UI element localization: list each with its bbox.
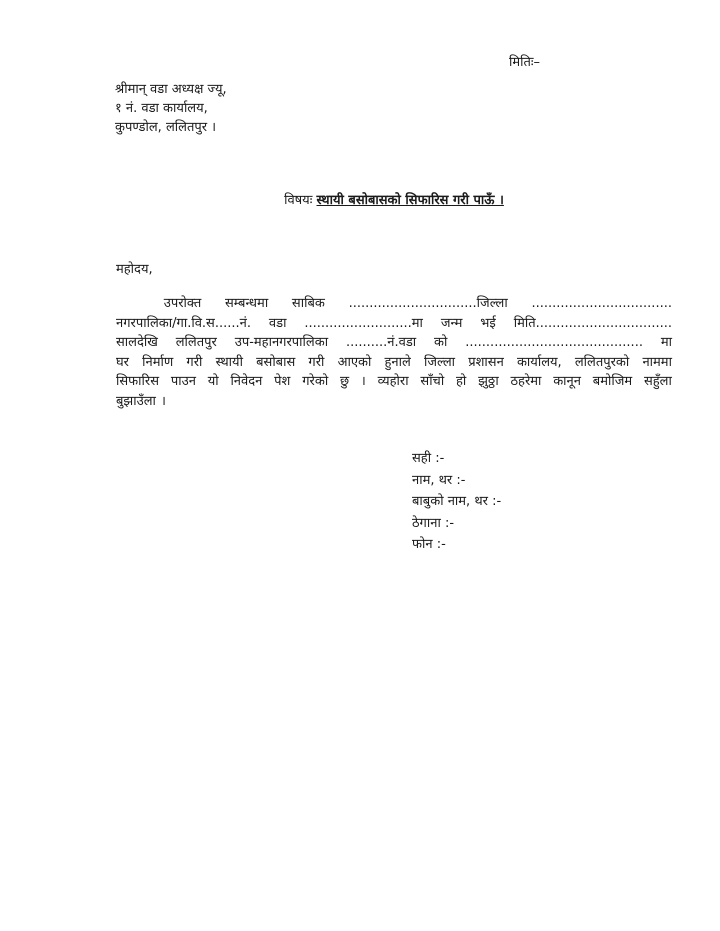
body-word: ..................................: [531, 296, 672, 311]
body-word: सम्बन्धमा: [225, 296, 269, 311]
signature-phone: फोन :-: [412, 537, 446, 552]
letter-body: [116, 294, 672, 411]
body-word: निर्माण: [142, 354, 174, 370]
signature-name: नाम, थर :-: [412, 472, 466, 488]
body-word: गरी: [186, 354, 203, 370]
subject-title: स्थायी बसोबासको सिफारिस गरी पाऊँ ।: [316, 193, 504, 208]
body-word: नगरपालिका/गा.वि.स......नं.: [116, 315, 251, 331]
body-word: जन्म: [440, 315, 463, 331]
body-word: सिफारिस: [116, 374, 160, 389]
body-word: मिति.................................: [513, 315, 672, 331]
body-word: छु: [340, 374, 350, 389]
body-word: ..........................मा: [304, 315, 423, 331]
body-word: ...........................................: [465, 335, 643, 350]
body-word: कार्यालय,: [516, 354, 562, 370]
body-word: गरी: [308, 354, 325, 370]
body-word: ललितपुरको: [574, 354, 630, 370]
body-word: नाममा: [642, 354, 672, 370]
body-word: उपरोक्त: [163, 296, 202, 311]
body-word: गरेको: [302, 374, 329, 389]
body-word: कानून: [553, 374, 581, 389]
body-word: निवेदन: [230, 374, 263, 389]
body-word: मा: [660, 335, 672, 350]
subject-prefix: विषयः: [284, 193, 313, 208]
body-word: आएको: [337, 354, 372, 370]
body-word: जिल्ला: [423, 354, 456, 370]
signature-sign: सही :-: [412, 451, 445, 466]
body-word: साँचो: [420, 374, 445, 389]
body-word: ...............................जिल्ला: [348, 296, 508, 311]
date-label: मितिः–: [509, 55, 541, 70]
body-word: झुठ्ठा: [478, 374, 499, 389]
body-word: बुझाउँला: [116, 393, 156, 409]
body-word: ठहरेमा: [510, 374, 542, 389]
body-line: [116, 353, 672, 373]
body-word: ।: [160, 393, 166, 409]
signature-father-name: बाबुको नाम, थर :-: [412, 494, 502, 509]
body-word: यो: [207, 374, 219, 389]
body-word: भई: [480, 315, 496, 331]
body-line: [116, 333, 672, 353]
signature-address: ठेगाना :-: [412, 515, 455, 531]
signature-block: [412, 448, 501, 556]
body-line: [116, 314, 672, 334]
body-word: वडा: [268, 315, 287, 331]
body-word: बसोबास: [256, 354, 296, 370]
body-word: व्यहोरा: [377, 374, 409, 389]
recipient-line-1: श्रीमान् वडा अध्यक्ष ज्यू,: [115, 82, 227, 97]
body-word: पाउन: [170, 374, 196, 389]
body-line: [116, 294, 672, 314]
body-word: सालदेखि: [116, 335, 158, 350]
body-word: ..........नं.वडा: [345, 335, 417, 350]
body-word: ललितपुर: [175, 335, 217, 350]
body-word: पेश: [274, 374, 291, 389]
body-word: [116, 294, 140, 314]
recipient-line-2: १ नं. वडा कार्यालय,: [115, 101, 208, 116]
subject-line: [0, 190, 720, 208]
body-word: सहुँला: [643, 374, 672, 389]
body-word: बमोजिम: [592, 374, 633, 389]
recipient-line-3: कुपण्डोल, ललितपुर ।: [115, 120, 217, 135]
body-word: ।: [360, 374, 366, 389]
body-line: [116, 372, 672, 392]
body-word: हो: [455, 374, 467, 389]
body-word: को: [434, 335, 448, 350]
body-word: घर: [116, 354, 130, 370]
body-line: [116, 392, 672, 412]
body-word: स्थायी: [215, 354, 243, 370]
body-word: साबिक: [291, 296, 325, 311]
body-word: प्रशासन: [468, 354, 504, 370]
body-word: उप-महानगरपालिका: [234, 335, 329, 350]
recipient-address: [115, 80, 227, 137]
salutation: महोदय,: [116, 262, 153, 277]
body-word: हुनाले: [384, 354, 411, 370]
